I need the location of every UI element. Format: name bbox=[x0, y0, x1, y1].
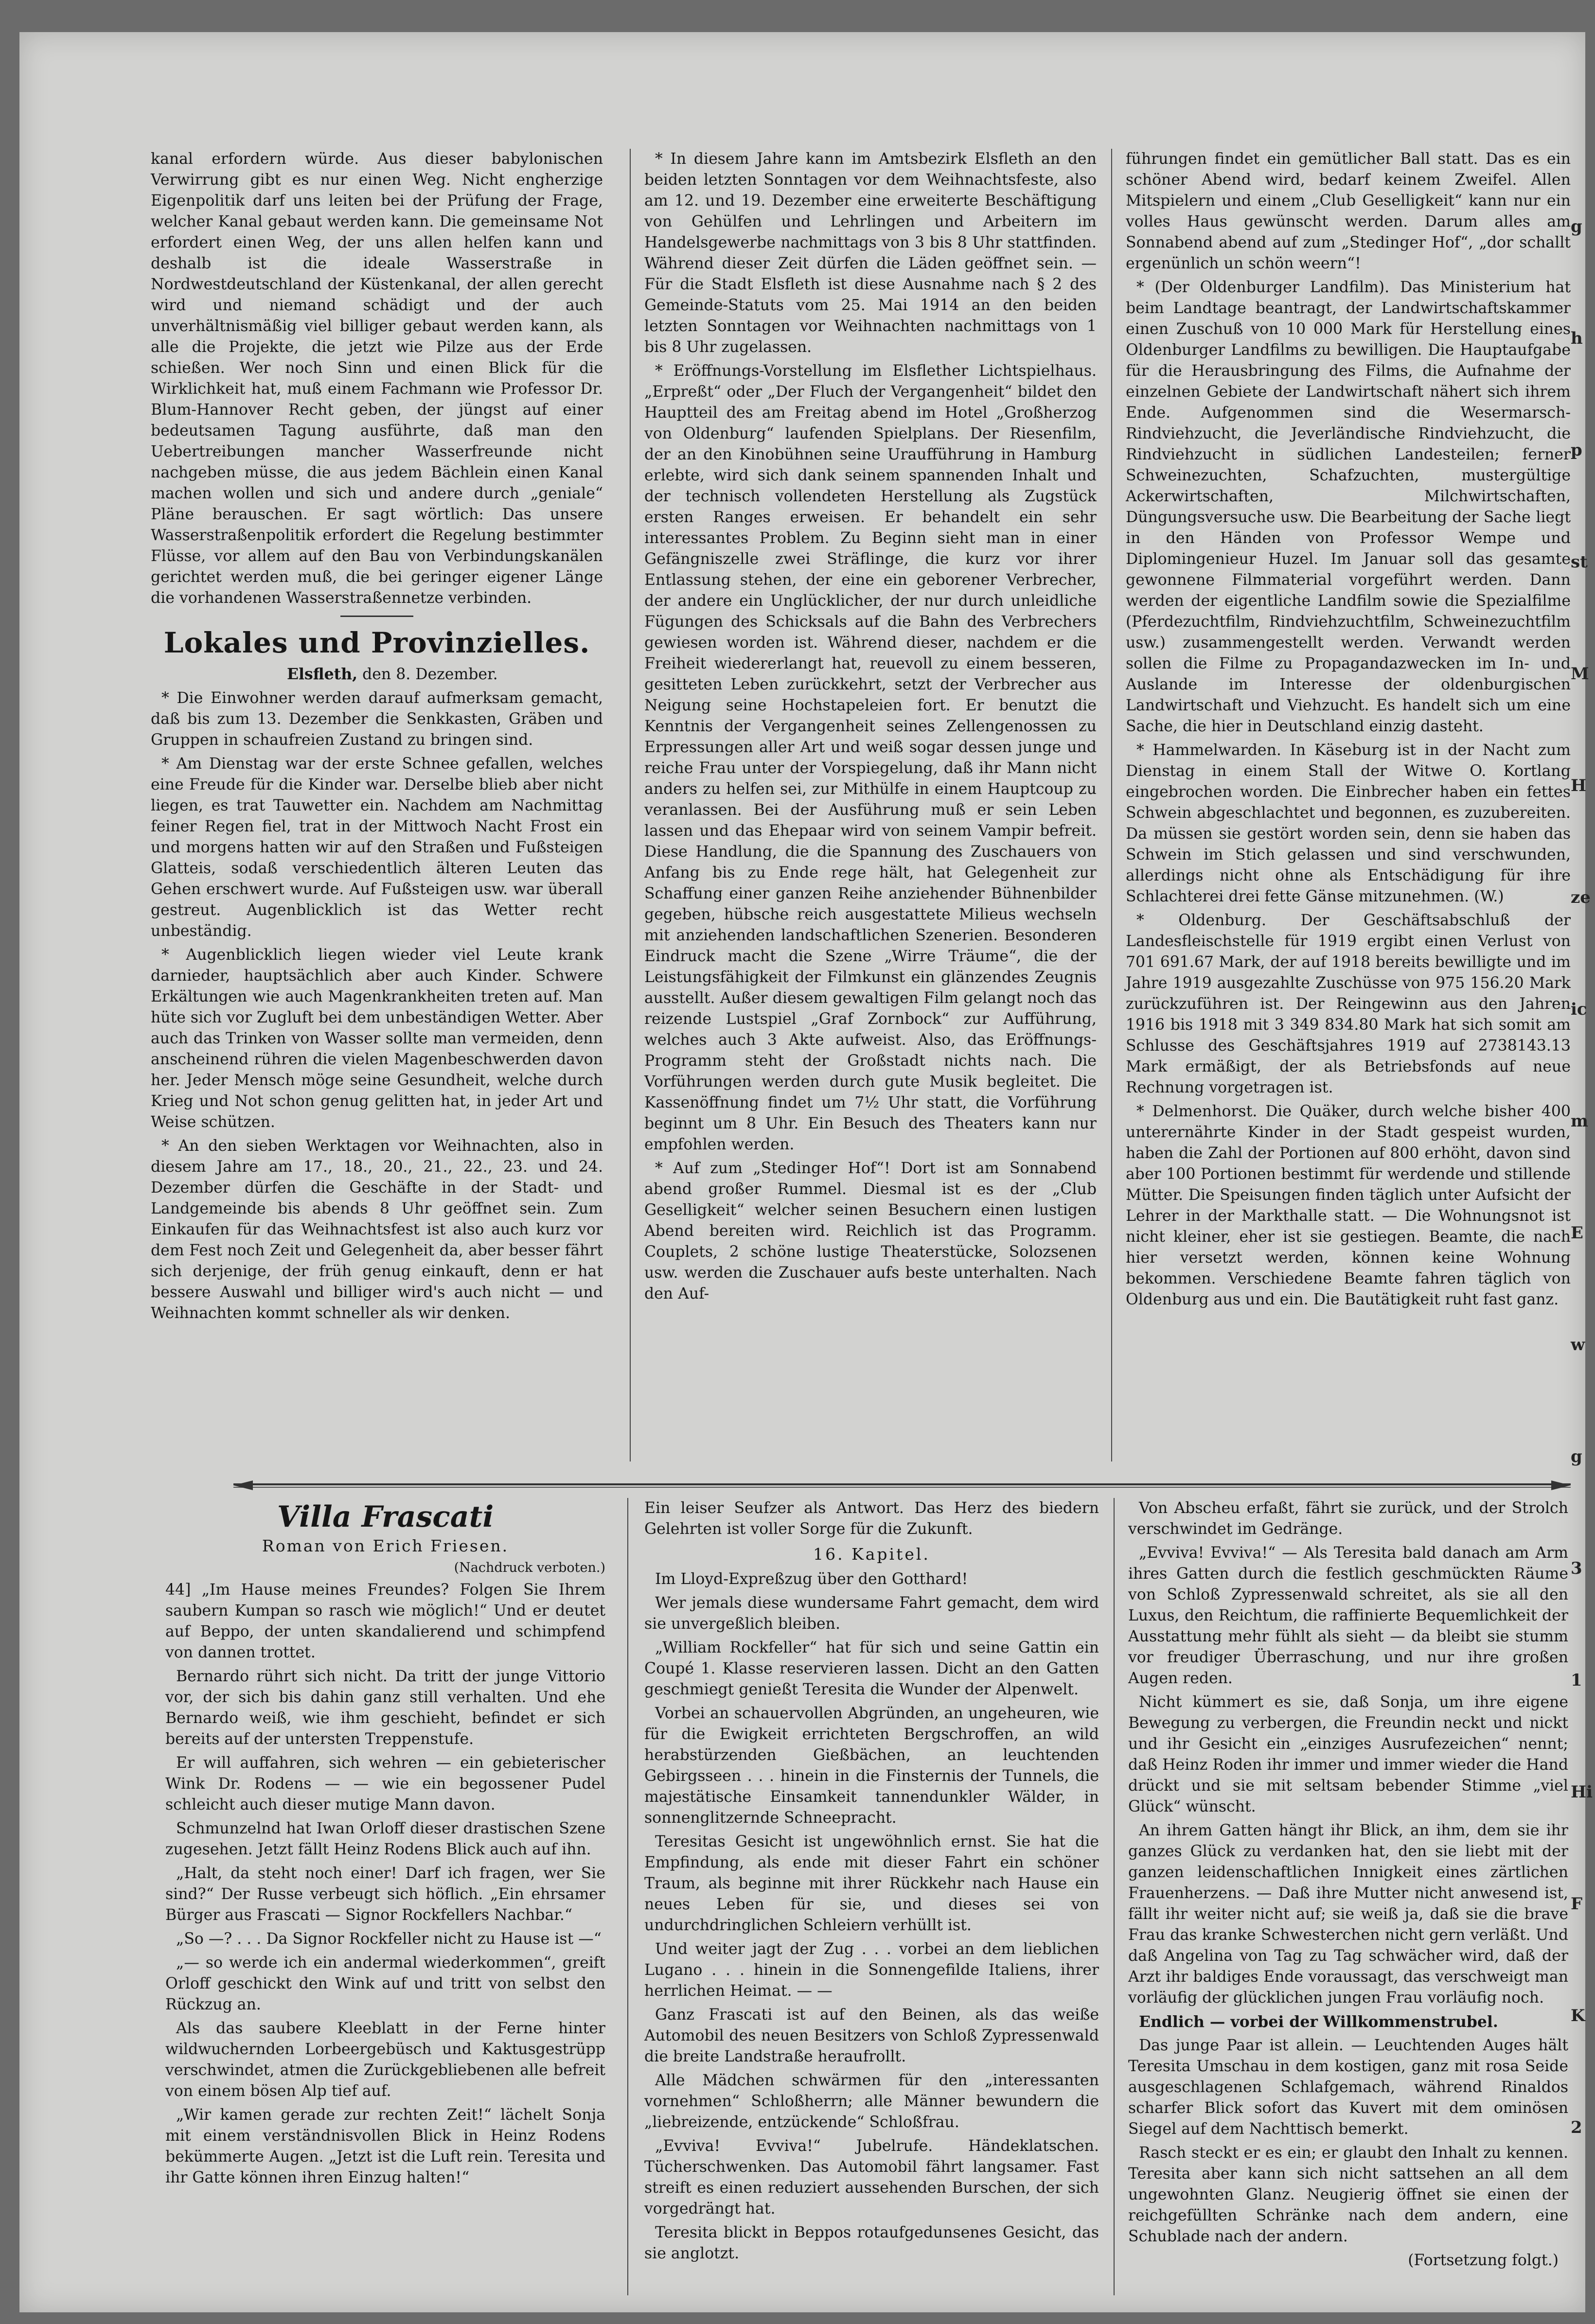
news-item-christmas-hours: * An den sieben Werktagen vor Weihnachten, also in diesem Jahre am 17., 18., 20., 21., 22., 23. und 24. Dezember dürfen die Geschäfte in der Stadt- und Landgemeinde bis abends 8 Uhr geöffnet sein. Zum Einkaufen für das Weihnachtsfest ist also auch kurz vor dem Fest noch Zeit und Gelegenheit da, aber besser fährt sich derjenige, der früh genug einkauft, denn er hat bessere Auswahl und billiger wird's auch nicht — und Weihnachten kommt schneller als wir denken. bbox=[151, 1137, 603, 1322]
serial-paragraph: Von Abscheu erfaßt, fährt sie zurück, und der Strolch verschwindet im Gedränge. bbox=[1128, 1499, 1568, 1538]
serial-column-2 bbox=[644, 1498, 1099, 2295]
serial-paragraph: Er will auffahren, sich wehren — ein gebieterischer Wink Dr. Rodens — — wie ein begossener Pudel schleicht auch dieser mutige Mann davon. bbox=[165, 1754, 605, 1813]
dateline-date: den 8. Dezember. bbox=[362, 666, 498, 683]
edge-fragment: 3 bbox=[1571, 1559, 1582, 1578]
news-item-hammelwarden: * Hammelwarden. In Käseburg ist in der Nacht zum Dienstag in einem Stall der Witwe O. Kortlang eingebrochen worden. Die Einbrecher haben ein fettes Schwein abgeschlachtet und begonnen, es zuzubereiten. Da müssen sie gestört worden sein, denn sie haben das Schwein im Stich gelassen und sind verschwunden, allerdings nicht ohne als Entschädigung für ihre Schlachterei drei fette Gänse mitzunehmen. (W.) bbox=[1126, 741, 1571, 905]
installment-number: 44] bbox=[165, 1581, 191, 1599]
edge-fragment: Hi bbox=[1571, 1782, 1593, 1802]
serial-paragraph: Das junge Paar ist allein. — Leuchtenden Auges hält Teresita Umschau in dem kostigen, ganz mit rosa Seide ausgeschlagenen Schlafgemach, während Rinaldos scharfer Blick sofort das Kuvert mit dem ominösen Siegel auf dem Nachttisch bemerkt. bbox=[1128, 2037, 1568, 2138]
serial-paragraph: Rasch steckt er es ein; er glaubt den Inhalt zu kennen. Teresita aber kann sich nicht sattsehen an all dem ungewohnten Glanz. Neugierig öffnet sie einen der reichgefüllten Schränke nach dem andern, eine Schublade nach der andern. bbox=[1128, 2144, 1568, 2245]
dateline-place: Elsfleth, bbox=[287, 665, 358, 683]
edge-fragment: E bbox=[1571, 1223, 1583, 1243]
serial-paragraph: „Wir kamen gerade zur rechten Zeit!“ lächelt Sonja mit einem verständnisvollen Blick in Heinz Rodens bekümmerte Augen. „Jetzt ist die Luft rein. Teresita und ihr Gatte können ihren Einzug halten!“ bbox=[165, 2106, 605, 2186]
serial-paragraph: Ganz Frascati ist auf den Beinen, als das weiße Automobil des neuen Besitzers von Schloß Zypressenwald die breite Landstraße heraufrollt. bbox=[644, 2006, 1099, 2065]
chapter-heading: 16. Kapitel. bbox=[813, 1545, 930, 1564]
serial-paragraph: Ein leiser Seufzer als Antwort. Das Herz des biedern Gelehrten ist voller Sorge für die Zukunft. bbox=[644, 1499, 1099, 1538]
news-item-sunday-trading: * In diesem Jahre kann im Amtsbezirk Elsfleth an den beiden letzten Sonntagen vor dem Weihnachtsfeste, also am 12. und 19. Dezember eine erweiterte Beschäftigung von Gehülfen und Lehrlingen und Arbeitern im Handelsgewerbe nachmittags von 3 bis 8 Uhr stattfinden. Während dieser Zeit dürfen die Läden geöffnet sein. — Für die Stadt Elsfleth ist diese Ausnahme nach § 2 des Gemeinde-Statuts vom 25. Mai 1914 an den beiden letzten Sonntagen vor Weihnachten nachmittags von 1 bis 8 Uhr zugelassen. bbox=[644, 150, 1097, 356]
serial-paragraph: Nicht kümmert es sie, daß Sonja, um ihre eigene Bewegung zu verbergen, die Freundin neckt und nickt und ihr Gesicht ein „einziges Ausrufezeichen“ nennt; daß Heinz Roden ihr immer und immer wieder die Hand drückt und sie mit seltsam bebender Stimme „viel Glück“ wünscht. bbox=[1128, 1693, 1568, 1815]
dateline bbox=[151, 664, 603, 685]
edge-fragment: ze bbox=[1571, 888, 1591, 907]
edge-fragment: M bbox=[1571, 664, 1589, 684]
edge-fragment: st bbox=[1571, 552, 1588, 572]
serial-paragraph: „Halt, da steht noch einer! Darf ich fragen, wer Sie sind?“ Der Russe verbeugt sich höflich. „Ein ehrsamer Bürger aus Frascati — Signor Rockfellers Nachbar.“ bbox=[165, 1865, 605, 1924]
reprint-notice: (Nachdruck verboten.) bbox=[454, 1560, 605, 1575]
article-divider bbox=[340, 616, 413, 617]
column-rule bbox=[1111, 149, 1112, 1461]
serial-paragraph: Teresitas Gesicht ist ungewöhnlich ernst. Sie hat die Empfindung, als ende mit dieser Fahrt ein schöner Traum, als beginne mit ihrer Rückkehr nach Hause ein neues Leben für sie, und dieses sei von undurchdringlichen Schleiern verhüllt ist. bbox=[644, 1833, 1099, 1934]
serial-title: Villa Frascati bbox=[277, 1500, 494, 1534]
edge-fragment: ic bbox=[1571, 1000, 1587, 1019]
serial-paragraph: Als das saubere Kleeblatt in der Ferne hinter wildwuchernden Lorbeergebüsch und Kaktusgestrüpp verschwindet, atmen die Zurückgebliebenen alle befreit von einem bösen Alp tief auf. bbox=[165, 2020, 605, 2100]
serial-column-1 bbox=[165, 1498, 605, 2295]
news-item-snow: * Am Dienstag war der erste Schnee gefallen, welches eine Freude für die Kinder war. Derselbe blieb aber nicht liegen, es trat Tauwetter ein. Nachdem am Nachmittag feiner Regen fiel, trat in der Mittwoch Nacht Frost ein und morgens hatten wir auf den Straßen und Fußsteigen Glatteis, sodaß verschiedentlich älteren Leuten das Gehen erschwert wurde. Auf Fußsteigen usw. war überall gestreut. Augenblicklich ist das Wetter recht unbeständig. bbox=[151, 755, 603, 940]
edge-fragment: h bbox=[1571, 329, 1583, 348]
serial-paragraph: Teresita blickt in Beppos rotaufgedunsenes Gesicht, das sie anglotzt. bbox=[644, 2224, 1099, 2262]
news-item-delmenhorst: * Delmenhorst. Die Quäker, durch welche bisher 400 unterernährte Kinder in der Stadt gespeist wurden, haben die Zahl der Portionen auf 800 erhöht, davon sind aber 100 Portionen bestimmt für werdende und stillende Mütter. Die Speisungen finden täglich unter Aufsicht der Lehrer in der Markthalle statt. — Die Wohnungsnot ist nicht kleiner, eher ist sie gestiegen. Beamte, die nach hier versetzt werden, können keine Wohnung bekommen. Verschiedene Beamte fahren täglich von Oldenburg aus und ein. Die Bautätigkeit ruht fast ganz. bbox=[1126, 1103, 1571, 1308]
newspaper-page bbox=[19, 32, 1593, 2312]
edge-fragment: 1 bbox=[1571, 1671, 1582, 1690]
news-item-landfilm: * (Der Oldenburger Landfilm). Das Ministerium hat beim Landtage beantragt, der Landwirtschaftskammer einen Zuschuß von 10 000 Mark für Herstellung eines Oldenburger Landfilms zu bewilligen. Die Hauptaufgabe für die Herausbringung des Films, die Aufnahme der einzelnen Gebiete der Landwirtschaft nähert sich ihrem Ende. Aufgenommen sind die Wesermarsch-Rindviehzucht, die Jeverländische Rindviehzucht, die Rindviehzucht in südlichen Landesteilen; ferner Schweinezuchten, Schafzuchten, mustergültige Ackerwirtschaften, Milchwirtschaften, Düngungsversuche usw. Die Bearbeitung der Sache liegt in den Händen von Professor Wempe und Diplomingenieur Huzel. Im Januar soll das gesamte gewonnene Filmmaterial vorgeführt werden. Dann werden der eigentliche Landfilm sowie die Spezialfilme (Pferdezuchtfilm, Rindviehzuchtfilm, Schweinezuchtfilm usw.) zusammengestellt werden. Verwandt werden sollen die Filme zu Propagandazwecken im In- und Auslande im Interesse der oldenburgischen Landwirtschaft und Viehzucht. Es handelt sich um eine Sache, die hier in Deutschland einzig dasteht. bbox=[1126, 279, 1571, 735]
upper-column-3 bbox=[1126, 149, 1571, 1461]
news-item-cinema-opening: * Eröffnungs-Vorstellung im Elsflether Lichtspielhaus. „Erpreßt“ oder „Der Fluch der Vergangenheit“ bildet den Hauptteil des am Freitag abend im Hotel „Großherzog von Oldenburg“ laufenden Spielplans. Der Riesenfilm, der an den Kinobühnen seine Uraufführung in Hamburg erlebte, wird sich dank seinem spannenden Inhalt und der technisch vollendeten Herstellung als Zugstück ersten Ranges erweisen. Er behandelt ein sehr interessantes Problem. Zu Beginn sieht man in einer Gefängniszelle zwei Sträflinge, die kurz vor ihrer Entlassung stehen, der eine ein geborener Verbrecher, der andere ein Unglücklicher, der nur durch unleidliche Fügungen des Schicksals auf die Bahn des Verbrechers gewiesen worden ist. Während dieser, nachdem er die Freiheit wiedererlangt hat, reuevoll zu einem besseren, gesitteten Leben zurückkehrt, setzt der Verbrecher aus Neigung seine Hochstapeleien fort. Er benutzt die Kenntnis der Vergangenheit seines Zellengenossen zu Erpressungen aller Art und weiß sogar dessen junge und reiche Frau unter der Vorspiegelung, daß ihr Mann nicht anders zu helfen sei, zur Mithülfe in einem Hauptcoup zu veranlassen. Bei der Ausführung muß er sein Leben lassen und das Ehepaar wird von seinem Vampir befreit. Diese Handlung, die die Spannung des Zuschauers von Anfang bis zu Ende rege hält, hat Gelegenheit zur Schaffung einer ganzen Reihe anziehender Bühnenbilder gegeben, hübsche reich ausgestattete Milieus wechseln mit anziehenden landschaftlichen Szenerien. Besonderen Eindruck macht die Szene „Wirre Träume“, die der Leistungsfähigkeit der Filmkunst ein glänzendes Zeugnis ausstellt. Außer diesem gewaltigen Film gelangt noch das reizende Lustspiel „Graf Zornbock“ zur Aufführung, welches auch 3 Akte aufweist. Also, das Eröffnungs-Programm steht der Großstadt nichts nach. Die Vorführungen werden durch gute Musik begleitet. Die Kassenöffnung findet um 7½ Uhr statt, die Vorführung beginnt um 8 Uhr. Ein Besuch des Theaters kann nur empfohlen werden. bbox=[644, 362, 1097, 1153]
serial-paragraph: Bernardo rührt sich nicht. Da tritt der junge Vittorio vor, der sich bis dahin ganz still verhalten. Und ehe Bernardo weiß, wie ihm geschieht, befindet er sich bereits auf der untersten Treppenstufe. bbox=[165, 1668, 605, 1748]
edge-fragment: F bbox=[1571, 1894, 1583, 1914]
continuation-notice: (Fortsetzung folgt.) bbox=[1408, 2252, 1559, 2269]
serial-subtitle: Roman von Erich Friesen. bbox=[262, 1536, 509, 1555]
news-item-ball: führungen findet ein gemütlicher Ball statt. Das es ein schöner Abend wird, bedarf keinem Zweifel. Allen Mitspielern und einem „Club Geselligkeit“ kann nur ein volles Haus gewünscht werden. Darum alles am Sonnabend abend auf zum „Stedinger Hof“, „dor schallt ergenünlich un schön weern“! bbox=[1126, 150, 1571, 272]
serial-paragraph: Endlich — vorbei der Willkommenstrubel. bbox=[1139, 2013, 1498, 2031]
edge-fragment: p bbox=[1571, 440, 1582, 460]
upper-column-1 bbox=[151, 149, 603, 1461]
edge-fragment: g bbox=[1571, 1447, 1582, 1466]
edge-fragment: w bbox=[1571, 1335, 1585, 1355]
edge-fragment: K bbox=[1571, 2006, 1585, 2025]
upper-column-2 bbox=[644, 149, 1097, 1461]
serial-paragraph: 44] „Im Hause meines Freundes? Folgen Sie Ihrem saubern Kumpan so rasch wie möglich!“ Und er deutet auf Beppo, der unten skandalierend und schimpfend von dannen trottet. bbox=[165, 1581, 605, 1661]
serial-paragraph: Alle Mädchen schwärmen für den „interessanten vornehmen“ Schloßherrn; alle Männer bewundern die „liebreizende, entzückende“ Schloßfrau. bbox=[644, 2072, 1099, 2131]
column-rule bbox=[1114, 1498, 1115, 2295]
news-item-illness: * Augenblicklich liegen wieder viel Leute krank darnieder, hauptsächlich aber auch Kinder. Schwere Erkältungen wie auch Magenkrankheiten treten auf. Man hüte sich vor Zugluft bei dem unbeständigen Wetter. Aber auch das Trinken von Wasser sollte man vermeiden, denn anscheinend rühren die vielen Magenbeschwerden davon her. Jeder Mensch möge seine Gesundheit, welche durch Krieg und Not schon genug gelitten hat, in jeder Art und Weise schützen. bbox=[151, 946, 603, 1131]
serial-paragraph: „So —? . . . Da Signor Rockfeller nicht zu Hause ist —“ bbox=[176, 1930, 602, 1948]
serial-paragraph: Vorbei an schauervollen Abgründen, an ungeheuren, wie für die Ewigkeit errichteten Bergschroffen, an wild herabstürzenden Gießbächen, an leuchtenden Gebirgsseen . . . hinein in die Finsternis der Tunnels, die majestätische Einsamkeit tannendunkler Wälder, in sonnenglitzernde Schneepracht. bbox=[644, 1705, 1099, 1827]
news-item-drainage: * Die Einwohner werden darauf aufmerksam gemacht, daß bis zum 13. Dezember die Senkkasten, Gräben und Gruppen in schaufreien Zustand zu bringen sind. bbox=[151, 689, 603, 749]
serial-paragraph: Und weiter jagt der Zug . . . vorbei an dem lieblichen Lugano . . . hinein in die Sonnengefilde Italiens, ihrer herrlichen Heimat. — — bbox=[644, 1940, 1099, 2000]
serial-paragraph: Schmunzelnd hat Iwan Orloff dieser drastischen Szene zugesehen. Jetzt fällt Heinz Rodens Blick auch auf ihn. bbox=[165, 1820, 605, 1858]
column-rule bbox=[630, 149, 631, 1461]
news-item-stedinger-hof: * Auf zum „Stedinger Hof“! Dort ist am Sonnabend abend großer Rummel. Diesmal ist es der „Club Geselligkeit“ welcher seinen Besuchern einen lustigen Abend bereiten wird. Reichlich ist das Programm. Couplets, 2 schöne lustige Theaterstücke, Solozsenen usw. werden die Zuschauer aufs beste unterhalten. Nach den Auf- bbox=[644, 1160, 1097, 1303]
edge-fragment: 2 bbox=[1571, 2118, 1582, 2137]
edge-fragment: H bbox=[1571, 776, 1587, 795]
serial-paragraph: „Evviva! Evviva!“ Jubelrufe. Händeklatschen. Tücherschwenken. Das Automobil fährt langsamer. Fast streift es einen reduziert aussehenden Burschen, der sich vorgedrängt hat. bbox=[644, 2137, 1099, 2218]
serial-paragraph: Wer jemals diese wundersame Fahrt gemacht, dem wird sie unvergeßlich bleiben. bbox=[644, 1594, 1099, 1633]
edge-fragment: m bbox=[1571, 1111, 1588, 1131]
serial-column-3 bbox=[1128, 1498, 1568, 2295]
article-canal-end: kanal erfordern würde. Aus dieser babylonischen Verwirrung gibt es nur einen Weg. Nicht engherzige Eigenpolitik darf uns leiten bei der Prüfung der Frage, welcher Kanal gebaut werden kann. Die gemeinsame Not erfordert einen Weg, der uns allen helfen kann und deshalb ist die ideale Wasserstraße in Nordwestdeutschland der Küstenkanal, der allen gerecht wird und niemand schädigt und der auch unverhältnismäßig viel billiger gebaut werden kann, als alle die Projekte, die jetzt wie Pilze aus der Erde schießen. Wer noch Sinn und einen Blick für die Wirklichkeit hat, muß einem Fachmann wie Professor Dr. Blum-Hannover Recht geben, der jüngst auf einer bedeutsamen Tagung ausführte, daß man den Uebertreibungen mancher Wasserfreunde nicht nachgeben müsse, die aus jedem Bächlein einen Kanal machen wollen und sich und andere durch „geniale“ Pläne berauschen. Er sagt wörtlich: Das unsere Wasserstraßenpolitik erfordert die Regelung bestimmter Flüsse, vor allem auf den Bau von Verbindungskanälen gerichtet werden muß, die bei geringer eigener Länge die vorhandenen Wasserstraßennetze verbinden. bbox=[151, 150, 603, 607]
edge-fragment: g bbox=[1571, 217, 1582, 236]
serial-paragraph: „Evviva! Evviva!“ — Als Teresita bald danach am Arm ihres Gatten durch die festlich geschmückten Räume von Schloß Zypressenwald schreitet, als sie all den Luxus, den Reichtum, die raffinierte Bequemlichkeit der Ausstattung mehr fühlt als sieht — da bleibt sie stumm vor freudiger Überraschung, und nur ihre großen Augen reden. bbox=[1128, 1544, 1568, 1687]
column-rule bbox=[627, 1498, 628, 2295]
serial-paragraph: „William Rockfeller“ hat für sich und seine Gattin ein Coupé 1. Klasse reservieren lassen. Dicht an den Gatten geschmiegt genießt Teresita die Wunder der Alpenwelt. bbox=[644, 1639, 1099, 1698]
news-item-oldenburg: * Oldenburg. Der Geschäftsabschluß der Landesfleischstelle für 1919 ergibt einen Verlust von 701 691.67 Mark, der auf 1918 bereits bewilligte und im Jahre 1919 ausgezahlte Zuschüsse von 975 156.20 Mark zurückzuführen ist. Der Reingewinn aus den Jahren 1916 bis 1918 mit 3 349 834.80 Mark hat sich somit am Schlusse des Geschäftsjahres 1919 auf 2738143.13 Mark ermäßigt, der als Betriebsfonds auf neue Rechnung vorgetragen ist. bbox=[1126, 912, 1571, 1096]
section-heading-local-news: Lokales und Provinzielles. bbox=[163, 626, 590, 659]
adjacent-page-fragments bbox=[1571, 32, 1593, 2312]
section-separator-ornament bbox=[233, 1479, 1571, 1493]
serial-paragraph: „— so werde ich ein andermal wiederkommen“, greift Orloff geschickt den Wink auf und tritt von selbst den Rückzug an. bbox=[165, 1954, 605, 2013]
serial-paragraph: An ihrem Gatten hängt ihr Blick, an ihm, dem sie ihr ganzes Glück zu verdanken hat, den sie liebt mit der ganzen leidenschaftlichen Innigkeit eines zärtlichen Frauenherzens. — Daß ihre Mutter nicht anwesend ist, fällt ihr weiter nicht auf; sie weiß ja, daß sie die brave Frau das kranke Schwesterchen nicht gern verläßt. Und daß Angelina von Tag zu Tag schwächer wird, daß der Arzt ihr baldiges Ende voraussagt, das verschweigt man vorläufig der glücklichen jungen Frau vorläufig noch. bbox=[1128, 1822, 1568, 2007]
serial-paragraph: Im Lloyd-Expreßzug über den Gotthard! bbox=[655, 1570, 968, 1588]
